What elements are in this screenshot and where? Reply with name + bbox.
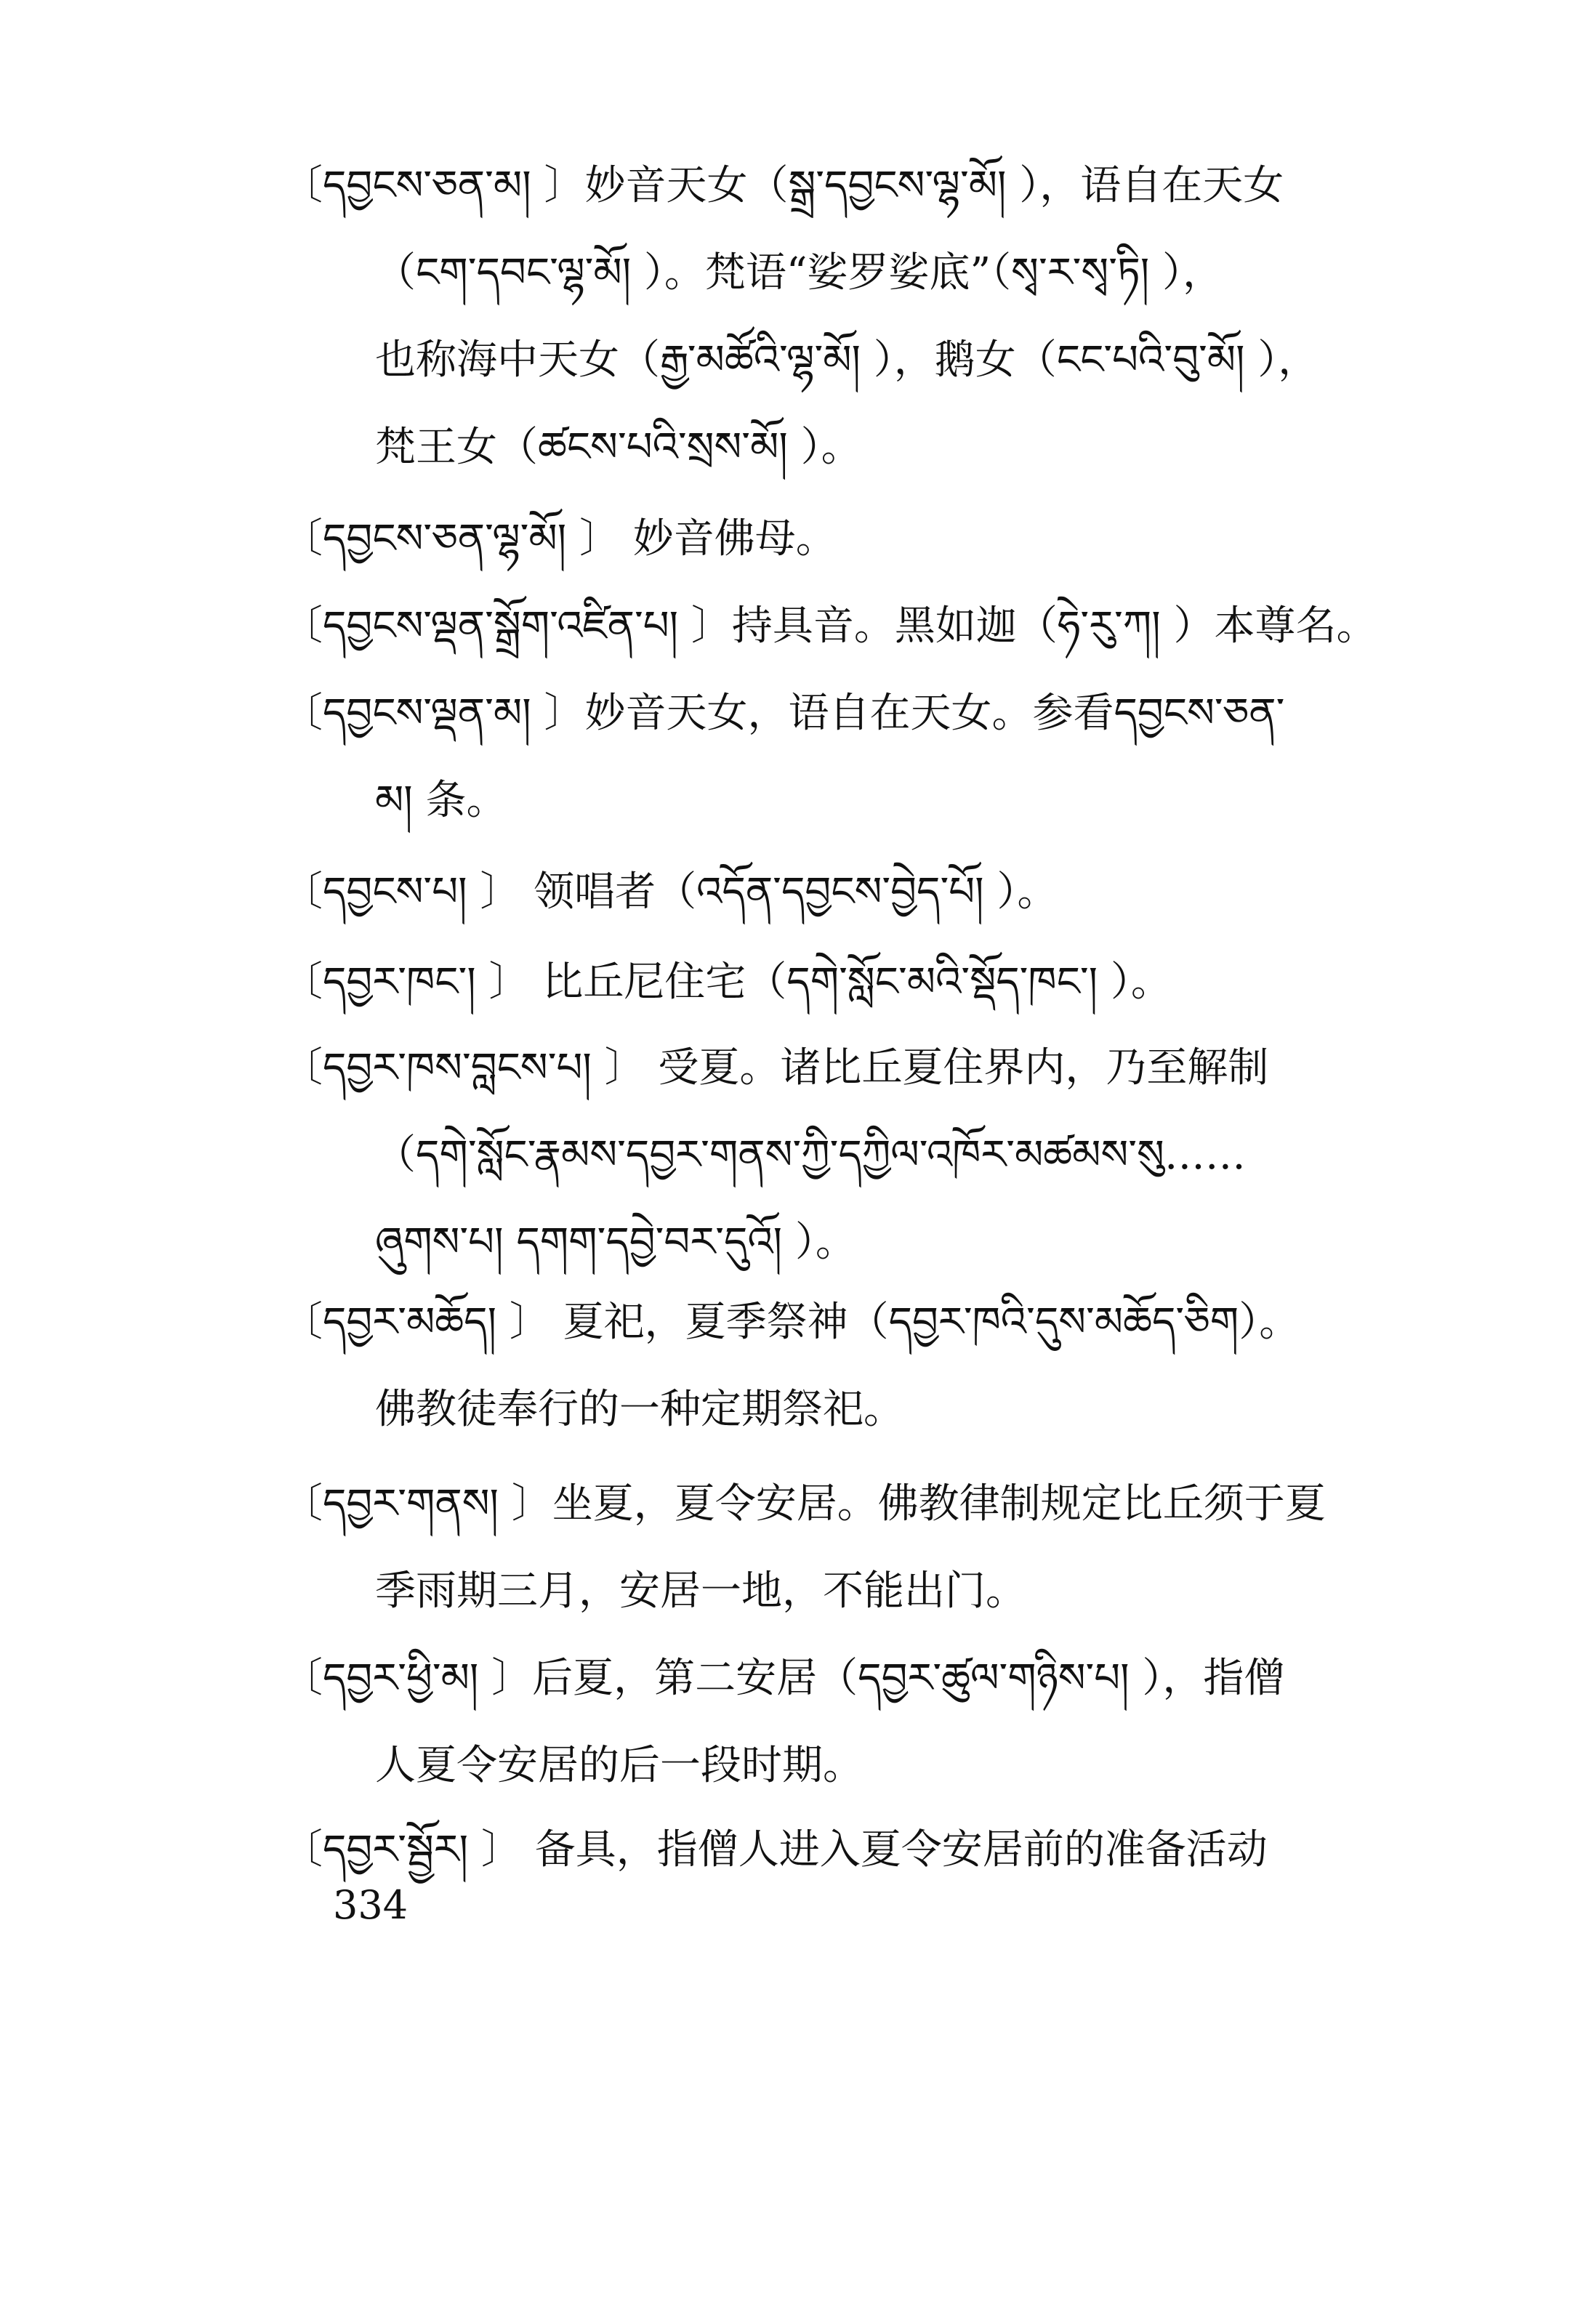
entry-line: 〔དབྱངས་ལྡན་མ། 〕妙音天女，语自在天女。参看དབྱངས་ཅན་ [282,690,1285,737]
page-number: 334 [333,1882,408,1928]
entry-dbyar-sbyor [282,1807,1416,1894]
entry-line: 也称海中天女（རྒྱ་མཚོའི་ལྷ་མོ། ），鹅女（ངང་པའི་བུ་མོ། ）， [375,336,1319,384]
entry-line: 〔དབྱར་སྦྱོར། 〕 备具，指僧人进入夏令安居前的准备活动 [282,1826,1268,1873]
entry-dbyar-khas-blangs-pa [282,1025,1416,1286]
entry-dbyar-mchod [282,1279,1416,1453]
entry-line: 〔དབྱངས་ལྡན་སྒྲོག་འཛིན་པ། 〕持具音。黑如迦（ཧེ་རུ་ཀ། ）本尊名。 [282,602,1377,650]
entry-dbyar-khang [282,939,1416,1026]
entry-line: ཞུགས་པ། དགག་དབྱེ་བར་དུའོ། ）。 [375,1219,856,1266]
entry-line: （དགེ་སློང་རྣམས་དབྱར་གནས་ཀྱི་དཀྱིལ་འཁོར་མཚམས་སུ…… [375,1131,1246,1179]
entry-dbyangs-can-lha-mo [282,496,1416,583]
entry-line: མ། 条。 [375,777,507,824]
entry-line: 〔དབྱར་ཁང་། 〕 比丘尼住宅（དགེ་སློང་མའི་སྡོད་ཁང་། ）。 [282,959,1172,1006]
entry-line: 〔དབྱར་གནས། 〕坐夏，夏令安居。佛教律制规定比丘须于夏 [282,1480,1326,1528]
entry-dbyangs-can-ma [282,142,1416,491]
entry-dbyar-gnas [282,1461,1416,1635]
entry-line: （ངག་དབང་ལྷ་མོ། ）。梵语“娑罗娑底”（སྭ་ར་སྭ་ཏི། ）， [375,249,1223,296]
entry-line: 人夏令安居的后一段时期。 [375,1742,864,1789]
entry-line: 佛教徒奉行的一种定期祭祀。 [375,1386,904,1433]
entry-line: 〔དབྱངས་ཅན་ལྷ་མོ། 〕 妙音佛母。 [282,515,837,562]
entry-dbyar-phyi-ma [282,1635,1416,1809]
entry-line: 〔དབྱར་ཁས་བླངས་པ། 〕 受夏。诸比丘夏住界内，乃至解制 [282,1044,1269,1092]
entry-line: 〔དབྱངས་པ། 〕 领唱者（འདོན་དབྱངས་བྱེད་པོ། ）。 [282,868,1058,916]
entry-dbyangs-ldan-ma [282,670,1416,844]
entry-line: 梵王女（ཚངས་པའི་སྲས་མོ། ）。 [375,424,862,471]
entry-line: 〔དབྱངས་ཅན་མ། 〕妙音天女（སྒྲ་དབྱངས་ལྷ་མོ། ），语自在天女 [282,162,1284,209]
entry-line: 季雨期三月，安居一地，不能出门。 [375,1568,1026,1615]
entry-dbyangs-pa [282,849,1416,936]
entry-dbyangs-ldan-sgrog-dzin-pa [282,583,1416,670]
entry-line: 〔དབྱར་མཆོད། 〕 夏祀，夏季祭神（དབྱར་ཁའི་དུས་མཆོད་ཅིག）。 [282,1299,1300,1346]
entry-line: 〔དབྱར་ཕྱི་མ། 〕后夏，第二安居（དབྱར་ཚུལ་གཉིས་པ། ），指僧 [282,1655,1285,1702]
